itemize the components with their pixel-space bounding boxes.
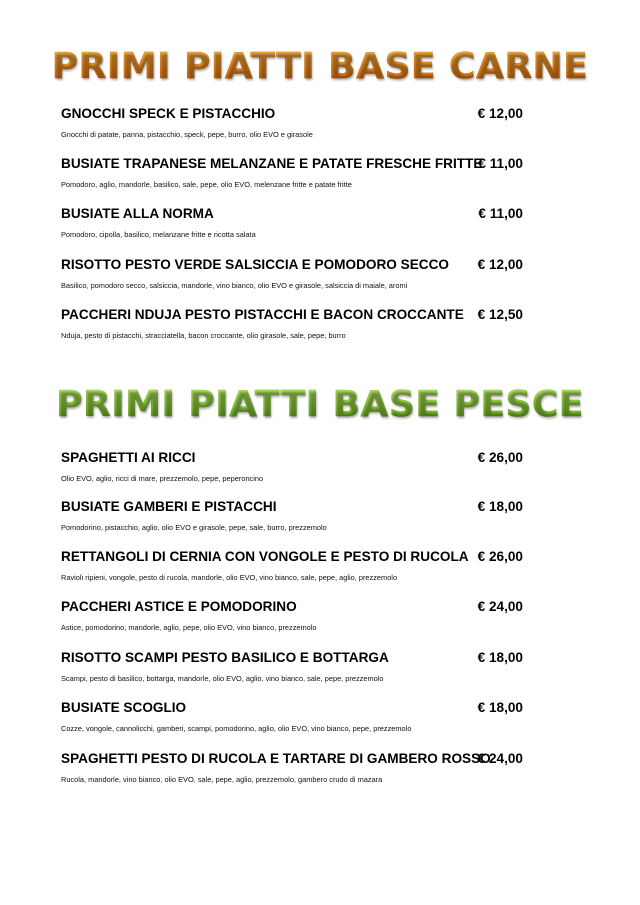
dish-price: € 18,00 (477, 650, 523, 665)
dish-price: € 12,50 (477, 307, 523, 322)
dish-description: Ravioli ripieni, vongole, pesto di rucola, mandorle, olio EVO, vino bianco, sale, pepe, aglio, prezzemolo (61, 573, 398, 582)
dish-name: GNOCCHI SPECK E PISTACCHIO (61, 106, 276, 121)
dish-description: Gnocchi di patate, panna, pistacchio, speck, pepe, burro, olio EVO e girasole (61, 130, 313, 139)
section-title-pesce: PRIMI PIATTI BASE PESCE (0, 385, 640, 425)
dish-price: € 11,00 (478, 206, 523, 221)
dish-description: Pomodoro, aglio, mandorle, basilico, sale, pepe, olio EVO, melenzane fritte e patate fritte (61, 180, 352, 189)
dish-name: RISOTTO SCAMPI PESTO BASILICO E BOTTARGA (61, 650, 389, 665)
dish-name: BUSIATE SCOGLIO (61, 700, 187, 715)
dish-price: € 11,00 (478, 156, 523, 171)
dish-description: Pomodorino, pistacchio, aglio, olio EVO e girasole, pepe, sale, burro, prezzemolo (61, 523, 327, 532)
dish-description: Basilico, pomodoro secco, salsiccia, mandorle, vino bianco, olio EVO e girasole, salsiccia di maiale, aromi (61, 281, 408, 290)
dish-price: € 26,00 (477, 549, 523, 564)
dish-name: BUSIATE ALLA NORMA (61, 206, 214, 221)
dish-price: € 24,00 (477, 751, 523, 766)
dish-price: € 12,00 (477, 257, 523, 272)
dish-description: Astice, pomodorino, mandorle, aglio, pepe, olio EVO, vino bianco, prezzemolo (61, 623, 317, 632)
dish-name: BUSIATE GAMBERI E PISTACCHI (61, 499, 277, 514)
dish-description: Pomodoro, cipolla, basilico, melanzane fritte e ricotta salata (61, 230, 256, 239)
dish-name: RISOTTO PESTO VERDE SALSICCIA E POMODORO SECCO (61, 257, 449, 272)
dish-price: € 26,00 (477, 450, 523, 465)
dish-name: PACCHERI ASTICE E POMODORINO (61, 599, 297, 614)
dish-description: Nduja, pesto di pistacchi, stracciatella, bacon croccante, olio girasole, sale, pepe, burro (61, 331, 346, 340)
dish-price: € 12,00 (477, 106, 523, 121)
dish-name: BUSIATE TRAPANESE MELANZANE E PATATE FRESCHE FRITTE (61, 156, 483, 171)
dish-price: € 18,00 (477, 499, 523, 514)
dish-description: Scampi, pesto di basilico, bottarga, mandorle, olio EVO, aglio, vino bianco, sale, pepe, prezzemolo (61, 674, 384, 683)
dish-name: SPAGHETTI AI RICCI (61, 450, 196, 465)
dish-price: € 24,00 (477, 599, 523, 614)
dish-name: SPAGHETTI PESTO DI RUCOLA E TARTARE DI GAMBERO ROSSO (61, 751, 491, 766)
section-title-carne: PRIMI PIATTI BASE CARNE (0, 47, 640, 87)
dish-description: Cozze, vongole, cannolicchi, gamberi, scampi, pomodorino, aglio, olio EVO, vino bianco, pepe, prezzemolo (61, 724, 412, 733)
dish-price: € 18,00 (477, 700, 523, 715)
dish-name: PACCHERI NDUJA PESTO PISTACCHI E BACON CROCCANTE (61, 307, 464, 322)
dish-name: RETTANGOLI DI CERNIA CON VONGOLE E PESTO DI RUCOLA (61, 549, 469, 564)
dish-description: Olio EVO, aglio, ricci di mare, prezzemolo, pepe, peperoncino (61, 474, 264, 483)
dish-description: Rucola, mandorle, vino bianco, olio EVO, sale, pepe, aglio, prezzemolo, gambero crudo di mazara (61, 775, 383, 784)
